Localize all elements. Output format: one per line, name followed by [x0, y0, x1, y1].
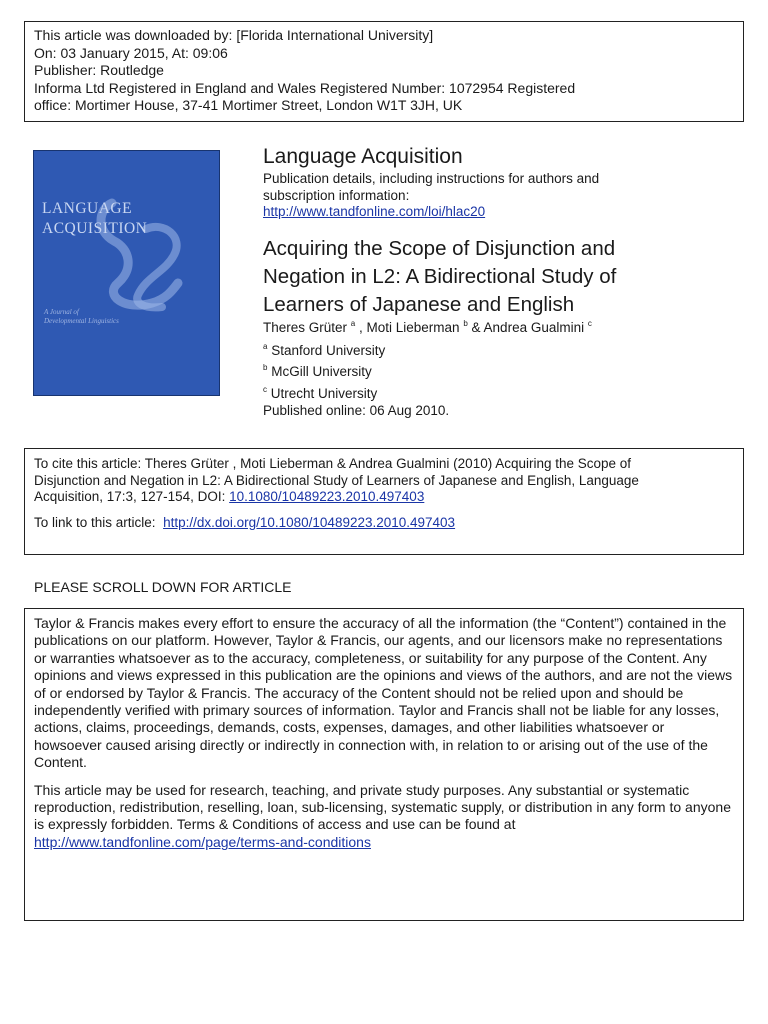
- registration-line: Informa Ltd Registered in England and Wales Registered Number: 1072954 Registered: [34, 79, 576, 96]
- author-affiliation-marker: a: [350, 319, 356, 328]
- cover-title: LANGUAGE ACQUISITION: [42, 200, 148, 237]
- citation-line: Acquisition, 17:3, 127-154, DOI: 10.1080/10489223.2010.497403: [34, 489, 425, 504]
- download-notice-box: [24, 21, 744, 122]
- citation-line: To cite this article: Theres Grüter , Moti Lieberman & Andrea Gualmini (2010) Acquiring the Scope of: [34, 456, 632, 471]
- author-name: Theres Grüter: [263, 320, 348, 335]
- scroll-notice: PLEASE SCROLL DOWN FOR ARTICLE: [34, 579, 292, 595]
- published-date: Published online: 06 Aug 2010.: [263, 403, 450, 418]
- author-name: Moti Lieberman: [366, 320, 460, 335]
- author-name: Andrea Gualmini: [483, 320, 585, 335]
- article-doi-url-link[interactable]: http://dx.doi.org/10.1080/10489223.2010.497403: [163, 514, 456, 530]
- office-address-line: office: Mortimer House, 37-41 Mortimer Street, London W1T 3JH, UK: [34, 97, 463, 113]
- journal-header: [263, 143, 733, 221]
- journal-logo-icon: [34, 151, 220, 396]
- journal-name: Language Acquisition: [263, 145, 463, 168]
- usage-terms-paragraph: This article may be used for research, teaching, and private study purposes. Any substantial or systematic reproduction, redistribution, reselling, loan, sub-licensing, systematic supply, or distribution in any form to anyone is expressly forbidden. Terms & Conditions of access and use can be found at http://www.tandfonline.com/page/terms-and-conditions: [34, 781, 731, 850]
- article-title: Acquiring the Scope of Disjunction and Negation in L2: A Bidirectional Study of Learners of Japanese and English: [263, 237, 617, 316]
- affiliation-item: $^c$ Utrecht University: [263, 385, 378, 401]
- article-link-row: [34, 515, 734, 532]
- journal-cover-image: [33, 150, 220, 396]
- download-source-line: This article was downloaded by: [Florida International University]: [34, 27, 434, 43]
- affiliation-item: $^b$ McGill University: [263, 363, 372, 379]
- article-link-label: To link to this article:: [34, 514, 160, 530]
- affiliation-item: $^a$ Stanford University: [263, 342, 386, 358]
- author-affiliation-marker: c: [587, 319, 592, 328]
- disclaimer-box: [24, 608, 744, 921]
- citation-line: Disjunction and Negation in L2: A Bidirectional Study of Learners of Japanese and English, Language: [34, 472, 639, 488]
- author-affiliation-marker: b: [463, 319, 468, 328]
- download-date-line: On: 03 January 2015, At: 09:06: [34, 44, 228, 61]
- publisher-line: Publisher: Routledge: [34, 62, 164, 78]
- doi-link[interactable]: 10.1080/10489223.2010.497403: [229, 489, 425, 504]
- author-separator: &: [467, 320, 484, 335]
- citation-box: [24, 448, 744, 555]
- author-separator: ,: [355, 320, 367, 335]
- terms-and-conditions-link[interactable]: http://www.tandfonline.com/page/terms-and-conditions: [34, 833, 371, 850]
- subscription-info-line: subscription information:: [263, 187, 410, 203]
- author-list: [263, 320, 592, 336]
- publication-details-line: Publication details, including instructions for authors and: [263, 171, 600, 186]
- journal-url-link[interactable]: http://www.tandfonline.com/loi/hlac20: [263, 204, 486, 219]
- disclaimer-paragraph: Taylor & Francis makes every effort to ensure the accuracy of all the information (the “Content”) contained in the publications on our platform. However, Taylor & Francis, our agents, and our licensors make no representations or warranties whatsoever as to the accuracy, completeness, or suitability for any purpose of the Content. Any opinions and views expressed in this publication are the opinions and views of the authors, and are not the views of or endorsed by Taylor & Francis. The accuracy of the Content should not be relied upon and should be independently verified with primary sources of information. Taylor and Francis shall not be liable for any losses, actions, claims, proceedings, demands, costs, expenses, damages, and other liabilities whatsoever or howsoever caused arising directly or indirectly in connection with, in relation to or arising out of the use of the Content.: [34, 615, 733, 771]
- cover-subtitle: A Journal of Developmental Linguistics: [44, 308, 119, 325]
